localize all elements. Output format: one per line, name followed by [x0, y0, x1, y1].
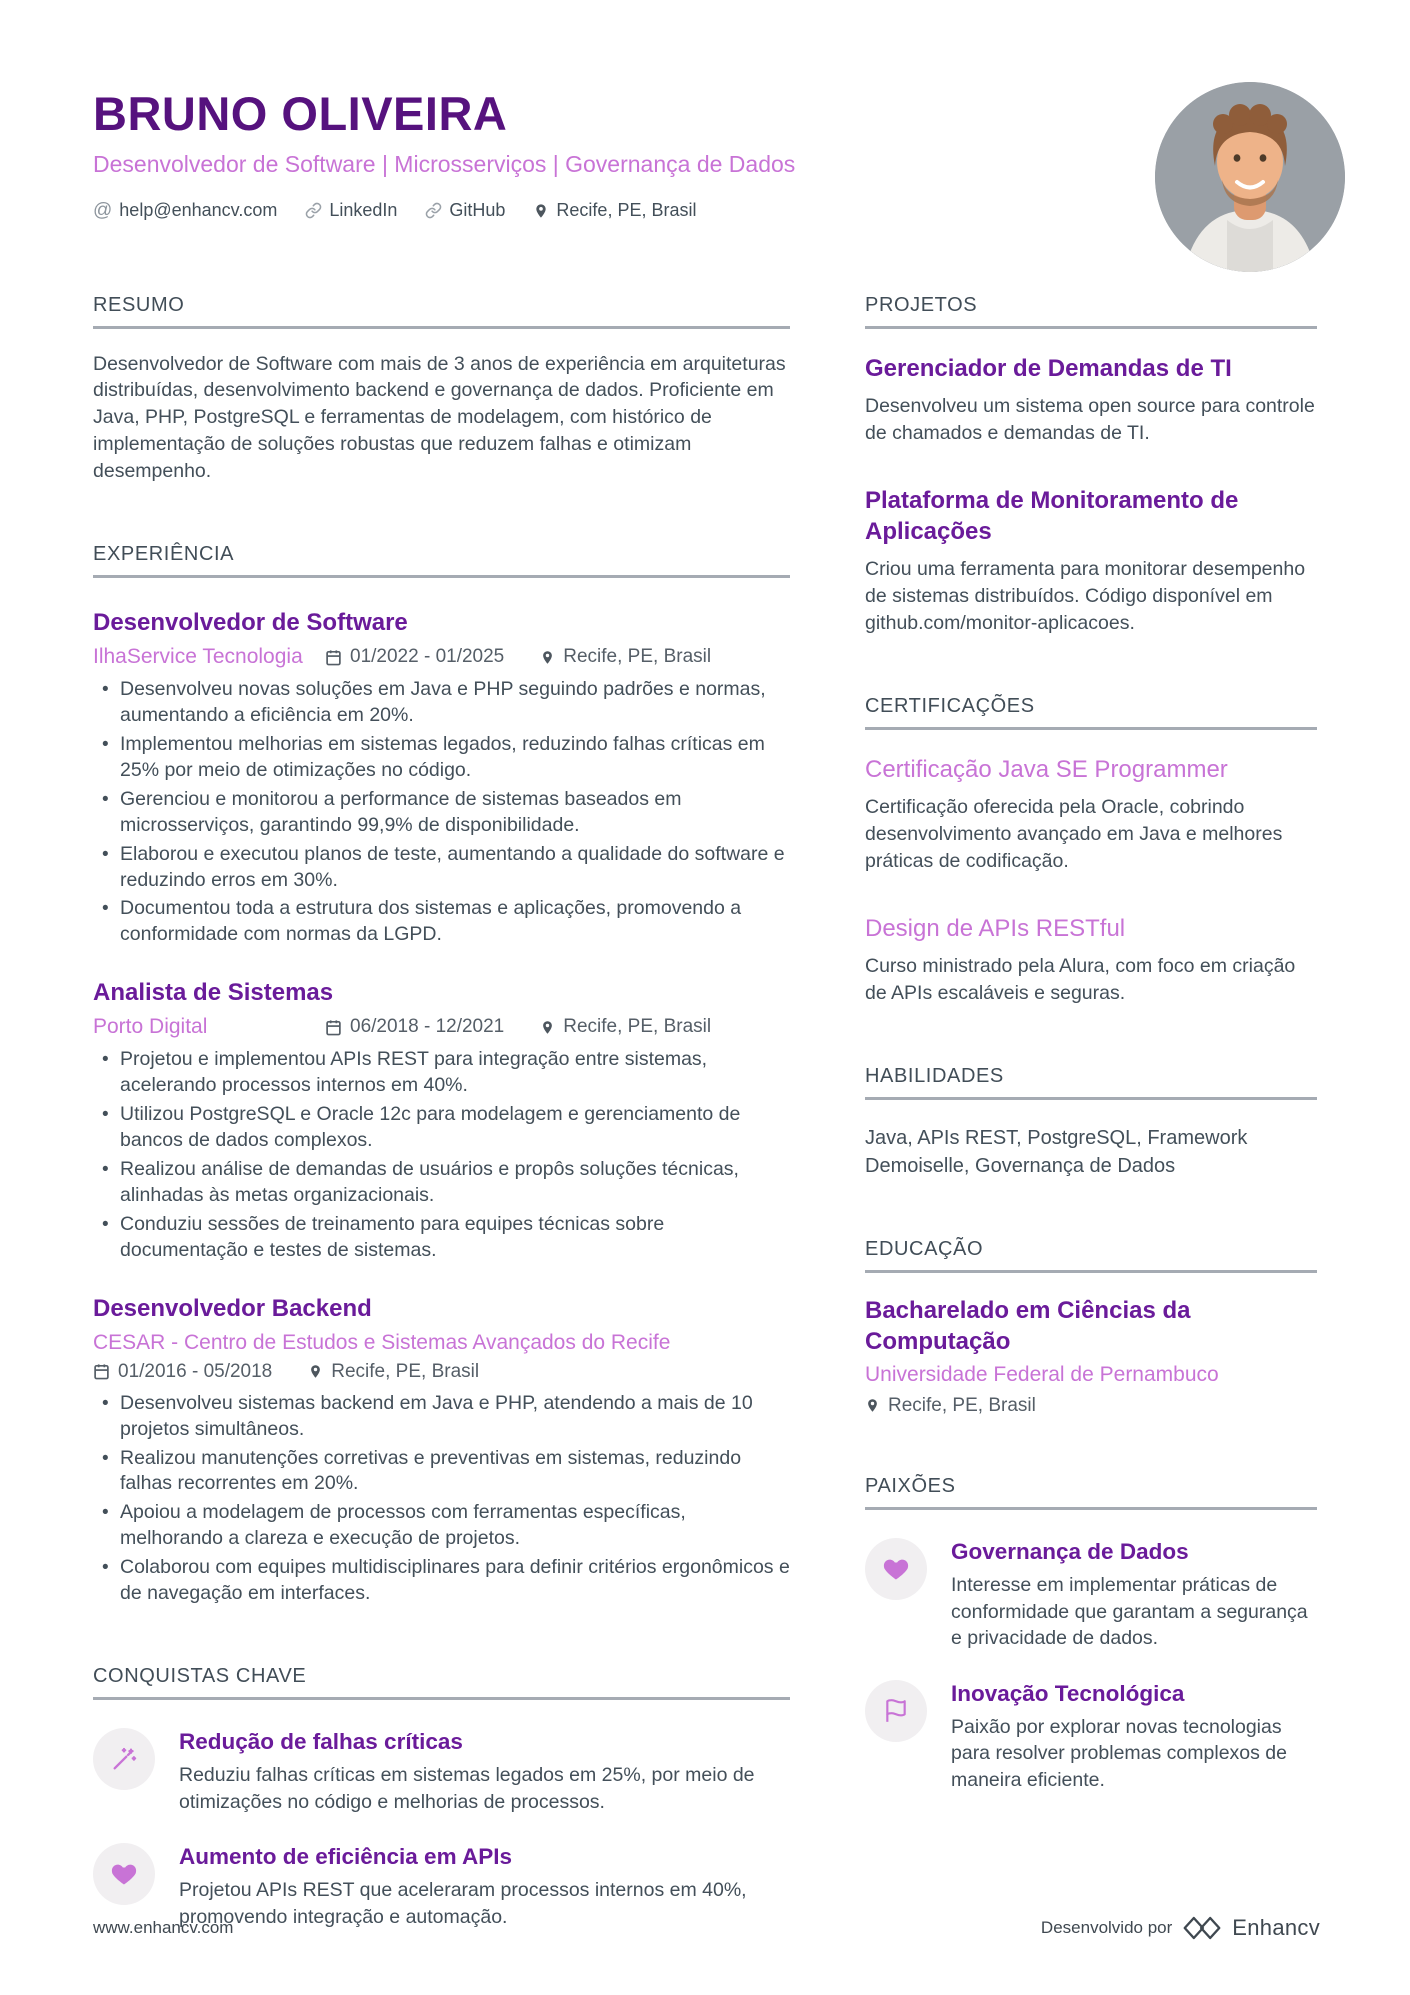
job-dates: 01/2022 - 01/2025: [325, 646, 504, 668]
skills-list: Java, APIs REST, PostgreSQL, Framework Demoiselle, Governança de Dados: [865, 1126, 1248, 1177]
passion-item: [865, 1538, 1317, 1652]
section-certificacoes: [865, 695, 1317, 1007]
pin-icon: [540, 649, 555, 666]
education-degree: Bacharelado em Ciências da Computação: [865, 1296, 1191, 1355]
heart-icon: [93, 1843, 155, 1905]
certificacoes-heading: CERTIFICAÇÕES: [865, 695, 1317, 730]
job-bullet: • Utilizou PostgreSQL e Oracle 12c para modelagem e gerenciamento de bancos de dados complexos.: [120, 1102, 790, 1154]
job-bullet: • Desenvolveu novas soluções em Java e PHP seguindo padrões e normas, aumentando a eficiência em 20%.: [120, 677, 790, 729]
contact-email-label: help@enhancv.com: [119, 200, 278, 221]
section-educacao: [865, 1238, 1317, 1417]
left-column: [93, 294, 790, 1931]
paixoes-heading: PAIXÕES: [865, 1475, 1317, 1510]
heart-icon: [865, 1538, 927, 1600]
job-company: CESAR - Centro de Estudos e Sistemas Avançados do Recife: [93, 1330, 671, 1354]
project-text: Desenvolveu um sistema open source para controle de chamados e demandas de TI.: [865, 394, 1315, 444]
pin-icon: [533, 202, 549, 220]
footer-brand-text: Enhancv: [1232, 1915, 1320, 1940]
certification-title: Certificação Java SE Programmer: [865, 755, 1228, 783]
section-projetos: [865, 294, 1317, 637]
resumo-heading: RESUMO: [93, 294, 790, 329]
projetos-heading: PROJETOS: [865, 294, 1317, 329]
job-bullet: • Apoiou a modelagem de processos com ferramentas específicas, melhorando a clareza e execução de projetos.: [120, 1500, 790, 1552]
job-company: Porto Digital: [93, 1015, 208, 1039]
at-icon: @: [93, 199, 113, 221]
certification-text: Curso ministrado pela Alura, com foco em criação de APIs escaláveis e seguras.: [865, 954, 1296, 1004]
enhancv-logo-icon: [1182, 1913, 1222, 1943]
job-bullet: • Colaborou com equipes multidisciplinares para definir critérios ergonômicos e de navegação em interfaces.: [120, 1555, 790, 1607]
profile-photo: [1155, 82, 1345, 272]
job-entry: [93, 608, 790, 948]
contact-location-label: Recife, PE, Brasil: [556, 200, 697, 221]
contact-location: [533, 200, 696, 221]
job-bullets: [93, 1047, 790, 1263]
contact-github[interactable]: [425, 200, 505, 221]
job-meta: [93, 1015, 790, 1039]
job-meta: [93, 645, 790, 669]
pin-icon: [308, 1363, 323, 1380]
passion-title: Governança de Dados: [951, 1538, 1189, 1564]
project-text: Criou uma ferramenta para monitorar desempenho de sistemas distribuídos. Código disponível em github.com/monitor-aplicacoes.: [865, 557, 1306, 634]
job-bullet: • Elaborou e executou planos de teste, aumentando a qualidade do software e reduzindo erros em 30%.: [120, 842, 790, 894]
calendar-icon: [325, 649, 342, 666]
achievement-text: Reduziu falhas críticas em sistemas legados em 25%, por meio de otimizações no código e melhorias de processos.: [179, 1764, 755, 1813]
contact-github-label: GitHub: [449, 200, 506, 221]
job-bullet: • Documentou toda a estrutura dos sistemas e aplicações, promovendo a conformidade com normas da LGPD.: [120, 896, 790, 948]
passion-text: Interesse em implementar práticas de conformidade que garantam a segurança e privacidade de dados.: [951, 1574, 1308, 1650]
job-company: IlhaService Tecnologia: [93, 645, 303, 669]
flag-icon: [865, 1680, 927, 1742]
conquistas-heading: CONQUISTAS CHAVE: [93, 1665, 790, 1700]
project-item: [865, 353, 1317, 447]
section-resumo: [93, 294, 790, 486]
job-dates: 01/2016 - 05/2018: [93, 1361, 272, 1383]
job-bullet: • Projetou e implementou APIs REST para integração entre sistemas, acelerando processos internos em 40%.: [120, 1047, 790, 1099]
job-bullet: • Realizou análise de demandas de usuários e propôs soluções técnicas, alinhadas às metas organizacionais.: [120, 1157, 790, 1209]
certification-text: Certificação oferecida pela Oracle, cobrindo desenvolvimento avançado em Java e melhores práticas de codificação.: [865, 795, 1283, 872]
achievement-title: Aumento de eficiência em APIs: [179, 1844, 513, 1870]
certification-item: [865, 754, 1317, 875]
certification-item: [865, 913, 1317, 1007]
calendar-icon: [93, 1363, 110, 1380]
section-habilidades: [865, 1065, 1317, 1180]
project-title: Gerenciador de Demandas de TI: [865, 354, 1232, 382]
certification-title: Design de APIs RESTful: [865, 914, 1126, 942]
link-icon: [305, 202, 322, 219]
achievement-text: Projetou APIs REST que aceleraram processos internos em 40%, promovendo integração e automação.: [179, 1879, 747, 1928]
achievement-item: [93, 1728, 790, 1815]
job-dates: 06/2018 - 12/2021: [325, 1016, 504, 1038]
job-bullets: [93, 1391, 790, 1607]
footer-website-link[interactable]: www.enhancv.com: [93, 1918, 234, 1937]
header: [93, 88, 1317, 222]
education-location: Recife, PE, Brasil: [865, 1395, 1317, 1417]
link-icon: [425, 202, 442, 219]
habilidades-heading: HABILIDADES: [865, 1065, 1317, 1100]
project-item: [865, 485, 1317, 637]
footer-brand-link[interactable]: [1041, 1913, 1320, 1943]
job-bullet: • Implementou melhorias em sistemas legados, reduzindo falhas críticas em 25% por meio de otimizações no código.: [120, 732, 790, 784]
job-title: Desenvolvedor Backend: [93, 1294, 372, 1322]
passion-title: Inovação Tecnológica: [951, 1680, 1185, 1706]
job-entry: [93, 978, 790, 1263]
right-column: [865, 294, 1317, 1931]
magic-wand-icon: [93, 1728, 155, 1790]
educacao-heading: EDUCAÇÃO: [865, 1238, 1317, 1273]
job-location: Recife, PE, Brasil: [308, 1361, 479, 1383]
section-paixoes: [865, 1475, 1317, 1793]
person-name: BRUNO OLIVEIRA: [93, 87, 508, 140]
job-bullet: • Conduziu sessões de treinamento para equipes técnicas sobre documentação e testes de sistemas.: [120, 1212, 790, 1264]
achievement-title: Redução de falhas críticas: [179, 1729, 463, 1755]
contact-row: [93, 200, 1317, 222]
footer-credit-text: Desenvolvido por: [1040, 1918, 1173, 1937]
contact-email[interactable]: [93, 200, 277, 222]
job-title: Desenvolvedor de Software: [93, 609, 408, 637]
passion-text: Paixão por explorar novas tecnologias para resolver problemas complexos de maneira eficiente.: [951, 1715, 1287, 1791]
job-bullets: [93, 677, 790, 948]
resumo-text: Desenvolvedor de Software com mais de 3 anos de experiência em arquiteturas distribuídas, desenvolvimento backend e governança de dados. Proficiente em Java, PHP, PostgreSQL e ferramentas de modelagem, com histórico de implementação de soluções robustas que reduzem falhas e otimizam desempenho.: [93, 352, 786, 483]
footer: [93, 1913, 1320, 1943]
job-entry: [93, 1294, 790, 1607]
section-conquistas: [93, 1665, 790, 1930]
job-meta: [93, 1331, 790, 1383]
job-bullet: • Desenvolveu sistemas backend em Java e PHP, atendendo a mais de 10 projetos simultâneos.: [120, 1391, 790, 1443]
experiencia-heading: EXPERIÊNCIA: [93, 543, 790, 578]
job-title: Analista de Sistemas: [93, 979, 334, 1007]
calendar-icon: [325, 1019, 342, 1036]
job-bullet: • Realizou manutenções corretivas e preventivas em sistemas, reduzindo falhas recorrentes em 20%.: [120, 1446, 790, 1498]
pin-icon: [865, 1397, 880, 1414]
headline: Desenvolvedor de Software | Microsserviços | Governança de Dados: [93, 150, 796, 177]
section-experiencia: [93, 543, 790, 1607]
pin-icon: [540, 1019, 555, 1036]
job-location: Recife, PE, Brasil: [540, 1016, 711, 1038]
job-bullet: • Gerenciou e monitorou a performance de sistemas baseados em microsserviços, garantindo 99,9% de disponibilidade.: [120, 787, 790, 839]
job-location: Recife, PE, Brasil: [540, 646, 711, 668]
contact-linkedin-label: LinkedIn: [329, 200, 398, 221]
project-title: Plataforma de Monitoramento de Aplicações: [865, 486, 1239, 545]
contact-linkedin[interactable]: [305, 200, 397, 221]
education-school: Universidade Federal de Pernambuco: [865, 1362, 1219, 1386]
passion-item: [865, 1680, 1317, 1794]
content-columns: [93, 294, 1317, 1931]
